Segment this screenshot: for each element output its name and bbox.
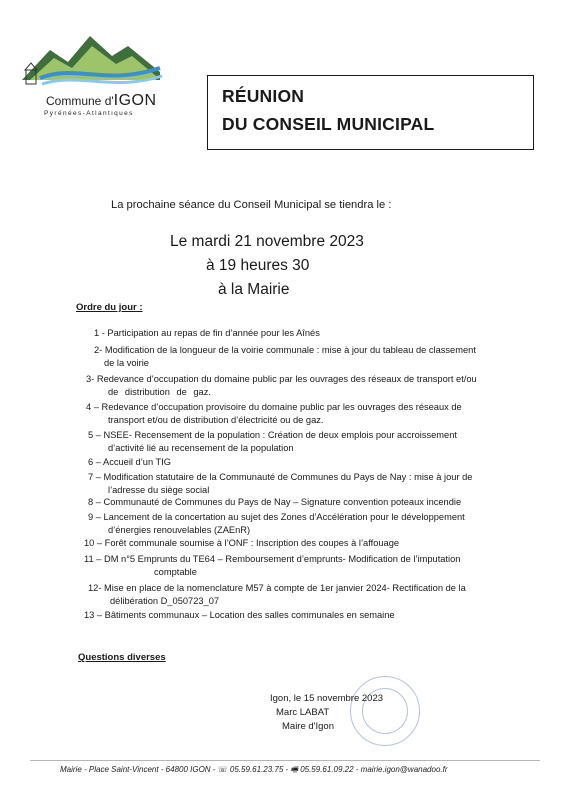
- agenda-item-continuation: d’activité lié au recensement de la population: [108, 443, 294, 453]
- agenda-item-9: [88, 511, 465, 537]
- footer-contact: Mairie - Place Saint-Vincent - 64800 IGON - ☏ 05.59.61.23.75 - 🖷 05.59.61.09.22 - mairie.igon@wanadoo.fr: [60, 765, 448, 774]
- title-box: [207, 75, 534, 150]
- agenda-item-text: 5 – NSEE- Recensement de la population : Création de deux emplois pour accroissement: [88, 430, 457, 440]
- title-line-2: DU CONSEIL MUNICIPAL: [222, 114, 435, 134]
- agenda-item-text: 4 – Redevance d’occupation provisoire du domaine public par les ouvrages des réseaux de: [86, 402, 462, 412]
- agenda-item-2: [94, 344, 476, 370]
- signature-role: Maire d'Igon: [282, 721, 334, 732]
- intro-text: La prochaine séance du Conseil Municipal se tiendra le :: [111, 199, 392, 211]
- meeting-time: à 19 heures 30: [206, 257, 310, 274]
- agenda-item-continuation: l’adresse du siège social: [108, 485, 210, 495]
- agenda-item-continuation: comptable: [154, 567, 197, 577]
- agenda-item-continuation: d’énergies renouvelables (ZAEnR): [108, 525, 251, 535]
- agenda-item-5: [88, 429, 457, 455]
- agenda-item-text: 8 – Communauté de Communes du Pays de Nay – Signature convention poteaux incendie: [88, 497, 462, 507]
- logo-commune-name: [46, 92, 157, 110]
- commune-logo: [20, 28, 170, 123]
- agenda-item-continuation: transport et/ou de distribution d’électricité ou de gaz.: [108, 415, 324, 425]
- agenda-item-13: [84, 609, 395, 622]
- agenda-item-continuation: de la voirie: [104, 358, 149, 368]
- agenda-item-12: [88, 582, 466, 608]
- mountain-logo-icon: [20, 28, 170, 98]
- agenda-item-text: 13 – Bâtiments communaux – Location des salles communales en semaine: [84, 610, 395, 620]
- questions-diverses-heading: Questions diverses: [78, 652, 166, 663]
- agenda-item-continuation: délibération D_050723_07: [110, 596, 220, 606]
- agenda-item-10: [84, 537, 399, 550]
- agenda-item-text: 11 – DM n°5 Emprunts du TE64 – Remboursement d’emprunts- Modification de l’imputation: [84, 554, 461, 564]
- agenda-item-1: [94, 327, 320, 340]
- agenda-item-continuation: de distribution de gaz.: [108, 387, 211, 397]
- agenda-item-text: 2- Modification de la longueur de la voirie communale : mise à jour du tableau de classement: [94, 345, 476, 355]
- agenda-item-text: 7 – Modification statutaire de la Communauté de Communes du Pays de Nay : mise à jour de: [88, 472, 473, 482]
- logo-subtitle: Pyrénées-Atlantiques: [44, 110, 134, 117]
- meeting-date: Le mardi 21 novembre 2023: [170, 233, 364, 250]
- signature-name: Marc LABAT: [276, 707, 330, 718]
- logo-commune-big: IGON: [113, 92, 157, 109]
- agenda-item-text: 3- Redevance d’occupation du domaine public par les ouvrages des réseaux de transport et/ou: [86, 374, 477, 384]
- agenda-item-6: [88, 456, 171, 469]
- ordre-du-jour-heading: Ordre du jour :: [76, 302, 143, 313]
- agenda-item-text: 12- Mise en place de la nomenclature M57 à compte de 1er janvier 2024- Rectification de la: [88, 583, 466, 593]
- agenda-item-7: [88, 471, 472, 497]
- agenda-item-3: [86, 373, 477, 399]
- agenda-item-text: 1 - Participation au repas de fin d’année pour les Aînés: [94, 328, 320, 338]
- agenda-item-text: 6 – Accueil d’un TIG: [88, 457, 172, 467]
- signature-block: [270, 692, 383, 734]
- agenda-item-8: [88, 496, 461, 509]
- logo-commune-small: Commune d': [46, 94, 114, 108]
- agenda-item-text: 10 – Forêt communale soumise à l’ONF : Inscription des coupes à l’affouage: [84, 538, 400, 548]
- footer-divider: [30, 760, 540, 761]
- signature-place-date: Igon, le 15 novembre 2023: [270, 693, 384, 704]
- agenda-item-11: [84, 553, 460, 579]
- agenda-item-4: [86, 401, 462, 427]
- meeting-place: à la Mairie: [218, 281, 290, 298]
- agenda-item-text: 9 – Lancement de la concertation au sujet des Zones d’Accélération pour le développement: [88, 512, 465, 522]
- title-line-1: RÉUNION: [222, 86, 305, 106]
